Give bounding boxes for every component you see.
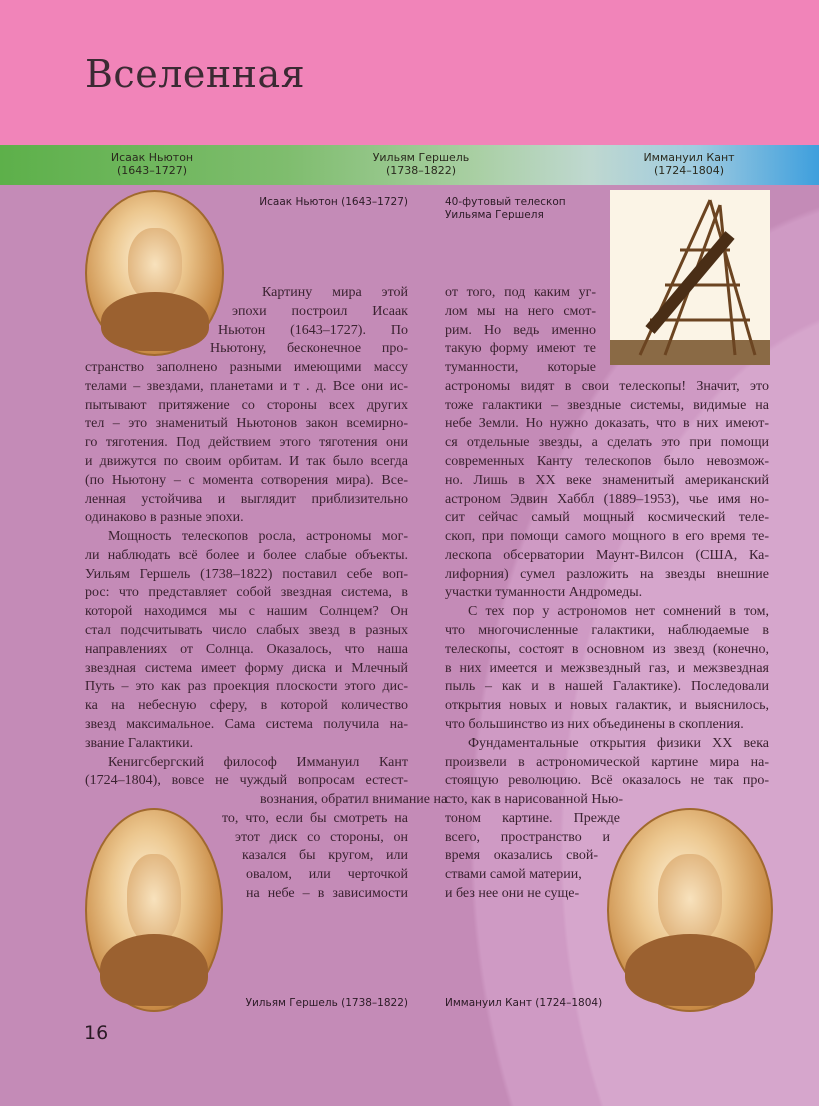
text-line: время оказались свой- <box>445 848 598 864</box>
portrait-face <box>658 854 723 944</box>
text-line: скоп, при помощи самого мощного в его время те- <box>445 529 769 545</box>
telescope-image <box>610 190 770 365</box>
telescope-caption-line: 40-футовый телескоп <box>445 196 566 208</box>
timeline-band <box>0 145 819 185</box>
herschel-caption: Уильям Гершель (1738–1822) <box>245 997 408 1009</box>
text-line: произвели в астрономической картине мира на- <box>445 754 769 770</box>
text-line: Ньютону, бесконечное про- <box>210 341 408 357</box>
text-line: одинаково в разные эпохи. <box>85 510 244 526</box>
telescope-caption-line: Уильяма Гершеля <box>445 209 544 221</box>
text-line: вознания, обратил внимание на <box>260 792 448 808</box>
text-line: рос: что представляет собой звездная система, в <box>85 585 408 601</box>
text-line: которой находимся мы с нашим Солнцем? Он <box>85 604 408 620</box>
text-line: небе Земли. Но нужно доказать, что в них имеют- <box>445 416 769 432</box>
page-number: 16 <box>84 1022 109 1044</box>
text-line: ся отдельные звезды, а сделать это при помощи <box>445 435 769 451</box>
band-label-herschel <box>321 151 521 177</box>
text-line: лом мы на него смот- <box>445 303 596 319</box>
text-line: телескопы, состоят в основном из звезд (конечно, <box>445 641 769 657</box>
text-line: тоже галактики – звездные системы, видимые на <box>445 397 769 413</box>
kant-caption: Иммануил Кант (1724–1804) <box>445 997 603 1009</box>
band-label-kant <box>589 151 789 177</box>
kant-portrait <box>607 808 773 1012</box>
text-line: (по Ньютону – с момента сотворения мира). Все- <box>85 472 408 488</box>
text-line: пыль – как и в нашей Галактике). Последовали <box>445 679 769 695</box>
text-line: стоящую революцию. Всё оказалось не так про- <box>445 773 769 789</box>
text-line: на небе – в зависимости <box>246 885 408 901</box>
text-line: казался бы кругом, или <box>242 848 408 864</box>
text-line: ка на небесную сферу, в которой количество <box>85 698 408 714</box>
band-years: (1643–1727) <box>116 164 188 177</box>
text-line: направлениях от Солнца. Оказалось, что наша <box>85 641 408 657</box>
newton-portrait <box>85 190 224 356</box>
newton-caption: Исаак Ньютон (1643–1727) <box>259 196 408 208</box>
text-line: что большинство из них объединены в скопления. <box>445 716 744 732</box>
text-line: го тяготения. Под действием этого тяготения они <box>85 435 408 451</box>
portrait-body <box>625 934 755 1006</box>
band-name: Исаак Ньютон <box>110 151 194 164</box>
text-line: эпохи построил Исаак <box>232 303 408 319</box>
text-line: звездная система имеет форму диска и Млечный <box>85 660 408 676</box>
text-line: современных Канту телескопов было невозмож- <box>445 454 769 470</box>
text-line: но. Лишь в XX веке знаменитый американский <box>445 472 769 488</box>
text-line: Кенигсбергский философ Иммануил Кант <box>108 754 408 770</box>
text-line: странство заполнено разными имеющими массу <box>85 360 408 376</box>
text-line: туманности, которые <box>445 360 596 376</box>
text-line: тоном картине. Прежде <box>445 810 620 826</box>
page-title: Вселенная <box>85 52 306 96</box>
text-line: то, что, если бы смотреть на <box>222 810 408 826</box>
portrait-body <box>101 292 209 350</box>
text-line: Фундаментальные открытия физики XX века <box>468 735 769 751</box>
text-line: сто, как в нарисованной Нью- <box>445 792 624 808</box>
text-line: и движутся по своим орбитам. И так было всегда <box>85 454 408 470</box>
band-name: Уильям Гершель <box>372 151 470 164</box>
text-line: ствами самой материи, <box>445 867 582 883</box>
text-line: Уильям Гершель (1738–1822) поставил себе воп- <box>85 566 408 582</box>
text-line: такую форму имеют те <box>445 341 596 357</box>
portrait-face <box>128 228 182 301</box>
text-line: в них имеется и межзвездный газ, и межзвездная <box>445 660 769 676</box>
text-line: лескопа обсерватории Маунт-Вилсон (США, Ка- <box>445 547 769 563</box>
text-line: (1724–1804), вовсе не чуждый вопросам естест- <box>85 773 408 789</box>
text-line: тел – это знаменитый Ньютонов закон всемирно- <box>85 416 408 432</box>
herschel-portrait <box>85 808 223 1012</box>
text-line: астроном Эдвин Хаббл (1889–1953), чье имя но- <box>445 491 769 507</box>
text-line: Картину мира этой <box>262 285 408 300</box>
text-line: всего, пространство и <box>445 829 610 845</box>
text-line: лифорния) сумел разложить на звезды внешние <box>445 566 769 582</box>
text-line: астрономы видят в свои телескопы! Значит, это <box>445 378 769 394</box>
portrait-face <box>127 854 181 944</box>
text-line: С тех пор у астрономов нет сомнений в том, <box>468 604 769 620</box>
text-line: звание Галактики. <box>85 735 194 751</box>
text-line: пытывают притяжение со стороны всех других <box>85 397 408 413</box>
text-line: и без нее они не суще- <box>445 885 580 901</box>
text-line: ленная устойчива и выглядит приблизительно <box>85 491 408 507</box>
text-line: сит сейчас самый мощный космический теле- <box>445 510 769 526</box>
text-line: Путь – это как раз проекция плоскости этого дис- <box>85 679 408 695</box>
text-line: что многочисленные галактики, наблюдаемые в <box>445 623 769 639</box>
text-line: рим. Но ведь именно <box>445 322 596 338</box>
text-line: открытия новых и новых галактик, и выяснилось, <box>445 698 769 714</box>
text-line: от того, под каким уг- <box>445 285 596 300</box>
text-line: Ньютон (1643–1727). По <box>218 322 408 338</box>
text-line: Мощность телескопов росла, астрономы мог- <box>108 529 408 545</box>
text-line: овалом, или черточкой <box>246 867 408 883</box>
text-line: телами – звездами, планетами и т . д. Все они ис- <box>85 378 408 394</box>
text-line: участки туманности Андромеды. <box>445 585 643 601</box>
band-years: (1738–1822) <box>385 164 457 177</box>
text-line: этот диск со стороны, он <box>235 829 408 845</box>
telescope-caption <box>445 196 566 222</box>
text-line: звезд максимальное. Сама система получила на- <box>85 716 408 732</box>
band-name: Иммануил Кант <box>643 151 735 164</box>
text-line: ли наблюдать всё более и более слабые объекты. <box>85 547 408 563</box>
band-years: (1724–1804) <box>653 164 725 177</box>
page-header <box>0 0 819 145</box>
portrait-body <box>100 934 207 1006</box>
text-line: стал подсчитывать число слабых звезд в разных <box>85 623 408 639</box>
band-label-newton <box>52 151 252 177</box>
